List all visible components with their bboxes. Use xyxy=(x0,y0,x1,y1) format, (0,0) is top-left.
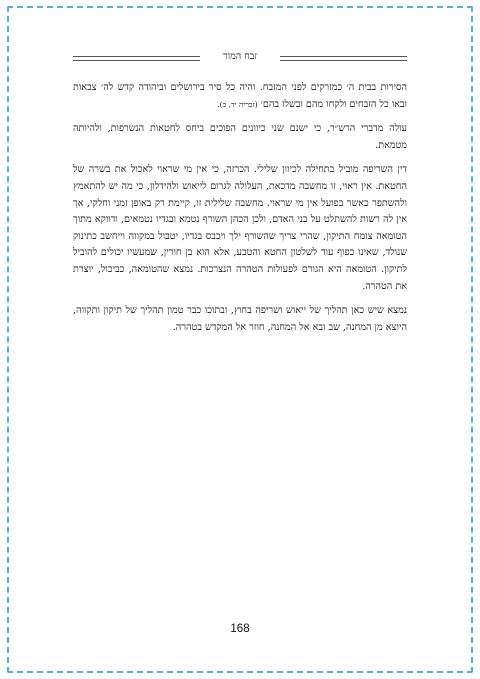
paragraph-3 xyxy=(73,162,407,295)
body-text xyxy=(73,80,407,344)
citation: (זכריה יד, כ). xyxy=(217,99,258,109)
paragraph-text: עולה מדברי הרש״ר, כי ישנם שני כיוונים הפוכים ביחס לחטאות הנשרפות, ולהיותה מטמאת. xyxy=(73,123,407,151)
paragraph-text: דין השריפה מוביל בתחילה לכיוון שלילי. הכרזה, כי אין מי שראוי לאכול את בשרה של החטאת. אין ראוי, זו מחשבה מדכאת, העלולה לגרום לייאוש ולהידלון, כי מה יש להתאמץ ולהשתפר כאשר בפועל אין מי שראוי. מחשבה שלילית זו, קיימת רק באופן זמני וחלקי, אך אין לה רשות להשתלט על בני האדם, ולכן הכהן השורף נטמא ובגדיו נטמאים, ודווקא מתוך הטומאה צומח התיקון, שהרי צריך שהשורף ילך ויכבס בגדיו, יטבול במקווה וייחשב כתינוק שנולד, שאינו כפוף עוד לשלטון החטא והטבע, אלא הוא בן חורין, שמעשיו יכולים להוביל לתיקון. הטומאה היא הגורם לפעולות הטהרה הנצרכות. נמצא שהטומאה, כביכול, יוצרת את הטהרה. xyxy=(73,164,407,292)
header-title: זבח המור xyxy=(222,51,258,62)
paragraph-4 xyxy=(73,303,407,336)
paragraph-text: הסירות בבית ה׳ כמזרקים לפני המזבח. והיה כל סיר בירושלים וביהודה קדש לה׳ צבאות ובאו כל הזבחים ולקחו מהם ובשלו בהם׳ xyxy=(73,82,407,110)
running-header xyxy=(73,52,407,66)
page-number: 168 xyxy=(230,623,250,635)
paragraph-text: נמצא שיש כאן תהליך של ייאוש ושריפה בחוץ, ובתוכו כבר טמון תהליך של תיקון ותקווה, היוצא מן המחנה, שב ובא אל המחנה, חוזר אל המקדש בטהרה. xyxy=(73,305,407,333)
paragraph-2 xyxy=(73,121,407,154)
paragraph-1 xyxy=(73,80,407,113)
header-rule-right xyxy=(280,56,407,61)
